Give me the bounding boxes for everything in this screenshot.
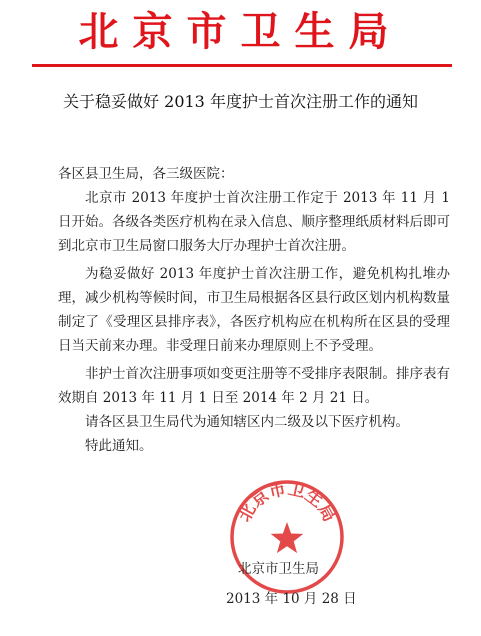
seal-arc-text: 北京市卫生局 bbox=[234, 479, 340, 526]
letterhead-title: 北京市卫生局 bbox=[78, 9, 403, 55]
official-seal-stamp-icon bbox=[228, 478, 346, 596]
signature-date: 2013 年 10 月 28 日 bbox=[226, 591, 357, 607]
signature-organization: 北京市卫生局 bbox=[238, 561, 319, 577]
letterhead-red-rule bbox=[32, 64, 452, 67]
paragraph-3: 非护士首次注册事项如变更注册等不受排序表限制。排序表有效期自 2013 年 11 月 1 日至 2014 年 2 月 21 日。 bbox=[58, 366, 450, 406]
paragraph-1: 北京市 2013 年度护士首次注册工作定于 2013 年 11 月 1 日开始。各级各类医疗机构在录入信息、顺序整理纸质材料后即可到北京市卫生局窗口服务大厅办理护士首次注册。 bbox=[58, 190, 450, 254]
seal-star-icon bbox=[271, 522, 304, 553]
paragraph-4: 请各区县卫生局代为通知辖区内二级及以下医疗机构。 bbox=[85, 414, 409, 430]
paragraph-5: 特此通知。 bbox=[85, 438, 153, 454]
notice-body bbox=[58, 162, 450, 458]
salutation: 各区县卫生局，各三级医院： bbox=[58, 166, 234, 182]
notice-title: 关于稳妥做好 2013 年度护士首次注册工作的通知 bbox=[63, 92, 418, 111]
paragraph-2: 为稳妥做好 2013 年度护士首次注册工作，避免机构扎堆办理，减少机构等候时间，市卫生局根据各区县行政区划内机构数量制定了《受理区县排序表》，各医疗机构应在机构所在区县的受理日当天前来办理。非受理日前来办理原则上不予受理。 bbox=[58, 266, 450, 354]
